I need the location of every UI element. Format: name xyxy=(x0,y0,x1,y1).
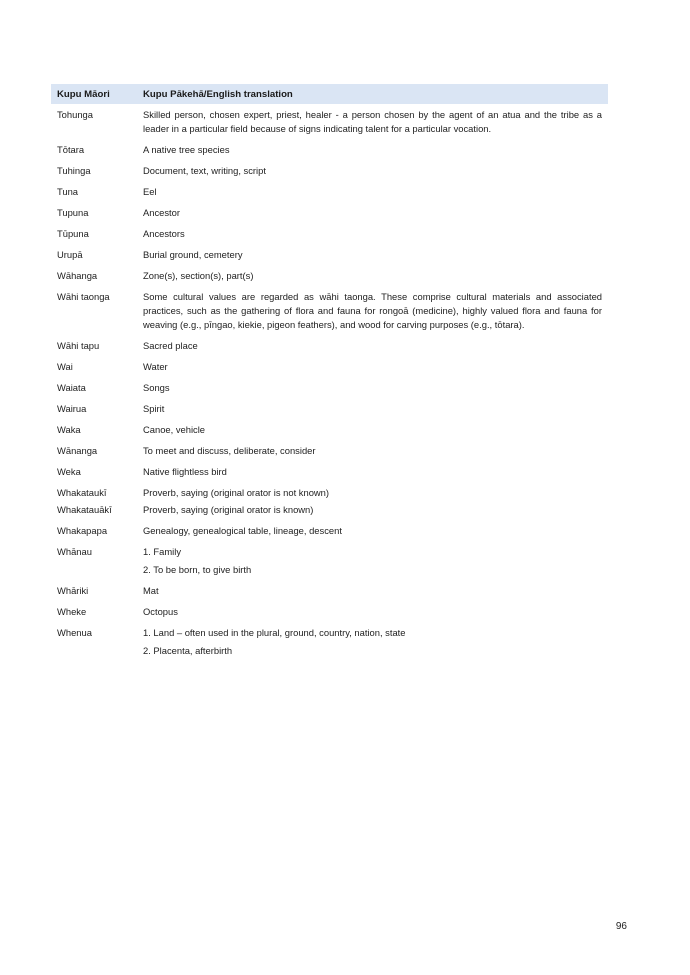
translation-cell xyxy=(143,545,608,577)
term-cell: Tohunga xyxy=(57,109,93,120)
translation-cell xyxy=(143,465,608,479)
translation-cell xyxy=(143,339,608,353)
translation-cell xyxy=(143,143,608,157)
translation-cell xyxy=(143,185,608,199)
table-row xyxy=(51,339,608,353)
table-row xyxy=(51,465,608,479)
translation-line: 2. To be born, to give birth xyxy=(143,564,252,575)
table-row xyxy=(51,545,608,577)
table-header xyxy=(51,84,608,104)
term-cell: Urupā xyxy=(57,249,83,260)
header-term: Kupu Māori xyxy=(57,88,110,100)
table-row xyxy=(51,503,608,517)
translation-line: Mat xyxy=(143,585,159,596)
translation-line: Document, text, writing, script xyxy=(143,165,266,176)
table-row xyxy=(51,185,608,199)
translation-cell xyxy=(143,290,608,332)
translation-line: Ancestors xyxy=(143,228,185,239)
translation-line: Canoe, vehicle xyxy=(143,424,206,435)
term-cell: Waka xyxy=(57,424,81,435)
table-row xyxy=(51,206,608,220)
term-cell: Wāhi tapu xyxy=(57,340,100,351)
translation-cell xyxy=(143,108,608,136)
table-row xyxy=(51,360,608,374)
translation-line: Eel xyxy=(143,186,157,197)
translation-cell xyxy=(143,626,608,658)
term-cell: Whakatauākī xyxy=(57,504,112,515)
translation-cell xyxy=(143,381,608,395)
table-row xyxy=(51,108,608,136)
term-cell: Wāhanga xyxy=(57,270,98,281)
term-cell: Tōtara xyxy=(57,144,85,155)
translation-line: Native flightless bird xyxy=(143,466,227,477)
translation-cell xyxy=(143,486,608,500)
translation-cell xyxy=(143,206,608,220)
translation-line: Proverb, saying (original orator is known) xyxy=(143,504,314,515)
translation-cell xyxy=(143,360,608,374)
term-cell: Waiata xyxy=(57,382,86,393)
translation-line: Burial ground, cemetery xyxy=(143,249,243,260)
table-row xyxy=(51,584,608,598)
table-row xyxy=(51,402,608,416)
table-row xyxy=(51,290,608,332)
translation-line: 1. Land – often used in the plural, ground, country, nation, state xyxy=(143,627,406,638)
translation-line: Ancestor xyxy=(143,207,180,218)
translation-cell xyxy=(143,423,608,437)
translation-line: 1. Family xyxy=(143,546,182,557)
table-row xyxy=(51,248,608,262)
translation-line: Zone(s), section(s), part(s) xyxy=(143,270,254,281)
translation-cell xyxy=(143,227,608,241)
term-cell: Tuhinga xyxy=(57,165,91,176)
page-number: 96 xyxy=(615,921,627,932)
translation-cell xyxy=(143,503,608,517)
translation-line: Spirit xyxy=(143,403,165,414)
term-cell: Whakataukī xyxy=(57,487,107,498)
translation-cell xyxy=(143,164,608,178)
table-body xyxy=(51,108,608,658)
table-row xyxy=(51,626,608,658)
term-cell: Whenua xyxy=(57,627,92,638)
translation-line: Songs xyxy=(143,382,170,393)
translation-line: Octopus xyxy=(143,606,178,617)
term-cell: Tūpuna xyxy=(57,228,89,239)
term-cell: Tupuna xyxy=(57,207,89,218)
term-cell: Weka xyxy=(57,466,81,477)
translation-cell xyxy=(143,524,608,538)
table-row xyxy=(51,143,608,157)
translation-line: Water xyxy=(143,361,168,372)
term-cell: Wai xyxy=(57,361,73,372)
header-translation: Kupu Pākehā/English translation xyxy=(143,88,293,100)
translation-line: Skilled person, chosen expert, priest, healer - a person chosen by the agent of an atua and the tribe as a leader in a particular field because of signs indicating talent for a particular vocation. xyxy=(143,109,602,134)
translation-cell xyxy=(143,605,608,619)
translation-line: A native tree species xyxy=(143,144,230,155)
translation-cell xyxy=(143,444,608,458)
table-row xyxy=(51,605,608,619)
translation-line: 2. Placenta, afterbirth xyxy=(143,645,233,656)
term-cell: Wairua xyxy=(57,403,87,414)
table-row xyxy=(51,524,608,538)
translation-cell xyxy=(143,248,608,262)
table-row xyxy=(51,444,608,458)
table-row xyxy=(51,486,608,500)
translation-cell xyxy=(143,402,608,416)
term-cell: Whāriki xyxy=(57,585,89,596)
translation-line: Genealogy, genealogical table, lineage, descent xyxy=(143,525,342,536)
translation-line: Some cultural values are regarded as wāhi taonga. These comprise cultural materials and associated practices, such as the gathering of flora and fauna for rongoā (medicine), highly valued flora and fauna for weaving (e.g., pīngao, kiekie, pigeon feathers), and wood for carving purposes (e.g., tōtara). xyxy=(143,291,602,330)
term-cell: Tuna xyxy=(57,186,79,197)
glossary-table xyxy=(51,84,608,658)
term-cell: Whānau xyxy=(57,546,92,557)
table-row xyxy=(51,381,608,395)
term-cell: Whakapapa xyxy=(57,525,108,536)
table-row xyxy=(51,423,608,437)
term-cell: Wānanga xyxy=(57,445,98,456)
translation-cell xyxy=(143,269,608,283)
term-cell: Wāhi taonga xyxy=(57,291,110,302)
term-cell: Wheke xyxy=(57,606,87,617)
translation-line: To meet and discuss, deliberate, consider xyxy=(143,445,316,456)
table-row xyxy=(51,227,608,241)
table-row xyxy=(51,269,608,283)
translation-line: Proverb, saying (original orator is not known) xyxy=(143,487,330,498)
table-row xyxy=(51,164,608,178)
translation-line: Sacred place xyxy=(143,340,198,351)
translation-cell xyxy=(143,584,608,598)
